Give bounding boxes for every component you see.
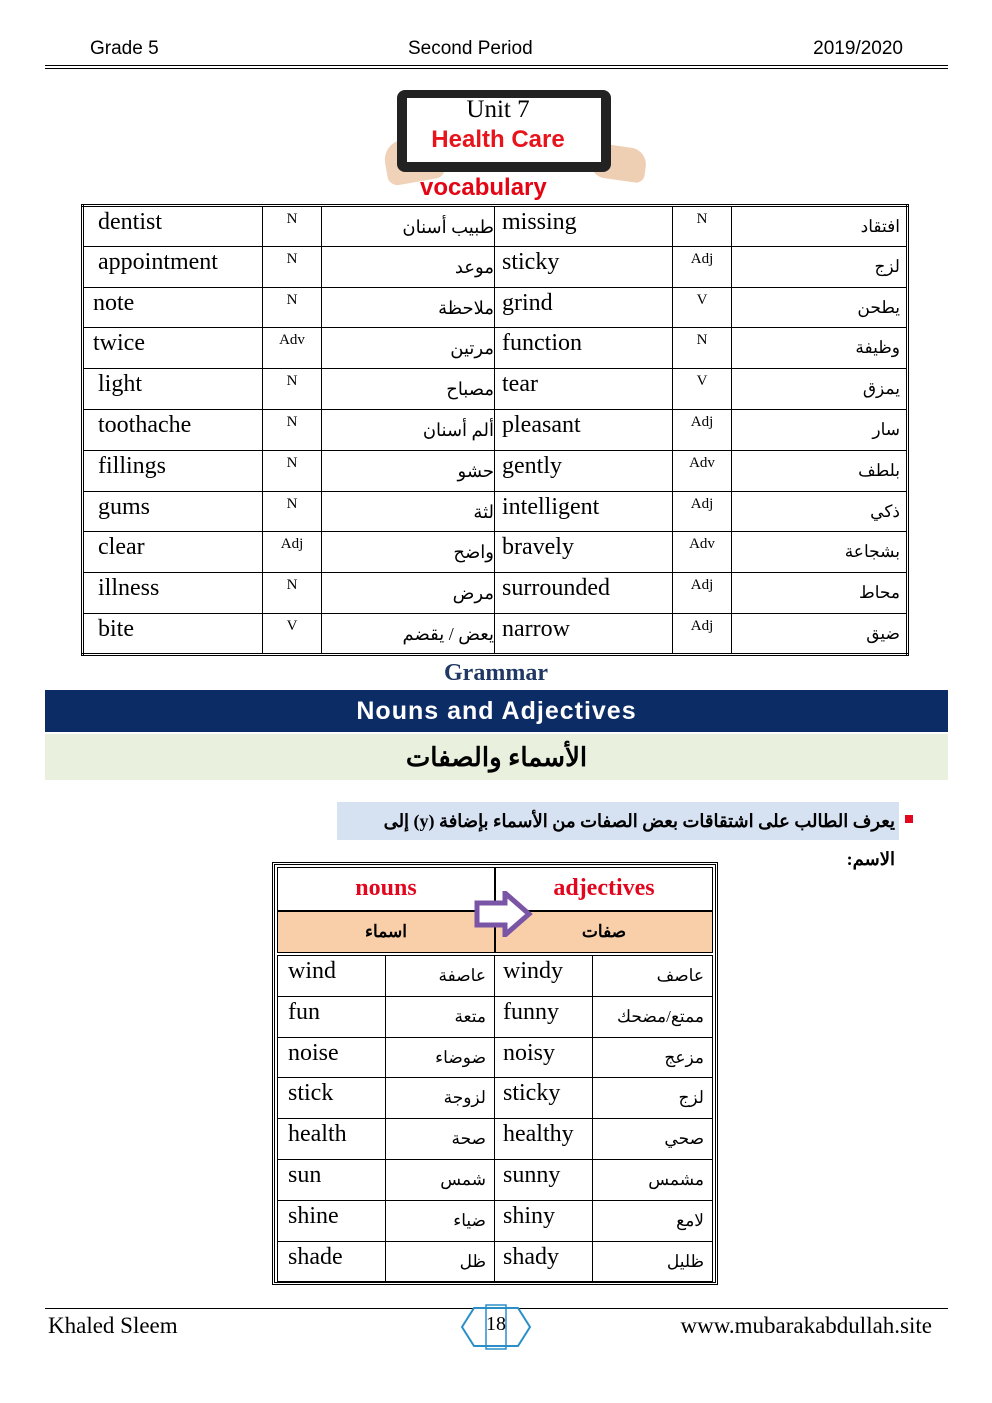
vocab-arabic-text: افتقاد — [860, 217, 900, 236]
vocab-arabic — [322, 573, 495, 614]
vocab-pos: Adv — [673, 450, 732, 491]
vocab-arabic — [732, 287, 908, 328]
vocab-pos: N — [673, 328, 732, 369]
vocab-arabic-text: بلطف — [858, 460, 900, 480]
vocabulary-heading: vocabulary — [420, 174, 547, 201]
vocab-word: intelligent — [495, 491, 673, 532]
table-row — [83, 369, 908, 410]
vocab-word: gums — [83, 491, 263, 532]
table-row — [278, 1078, 713, 1119]
vocab-arabic-text: لثة — [473, 501, 494, 522]
author-name: Khaled Sleem — [48, 1313, 178, 1338]
table-row — [83, 613, 908, 654]
noun-arabic: ظل — [386, 1241, 495, 1282]
header-nouns-arabic: اسماء — [277, 911, 495, 953]
year-label: 2019/2020 — [813, 38, 903, 59]
vocab-arabic — [322, 409, 495, 450]
vocab-pos: V — [263, 613, 322, 654]
noun-word: shade — [278, 1241, 386, 1282]
vocab-arabic — [732, 206, 908, 247]
unit-number: Unit 7 — [466, 96, 530, 123]
header-divider — [45, 65, 948, 66]
grade-label: Grade 5 — [90, 38, 159, 59]
adjective-word: sticky — [495, 1078, 593, 1119]
vocab-pos: N — [263, 409, 322, 450]
vocab-arabic — [732, 491, 908, 532]
vocab-arabic — [322, 613, 495, 654]
table-row — [83, 532, 908, 573]
vocab-word: gently — [495, 450, 673, 491]
adjective-word: shiny — [495, 1200, 593, 1241]
header-divider-double — [45, 68, 948, 69]
unit-title: Health Care — [431, 126, 565, 153]
table-row — [83, 328, 908, 369]
topic-band-english: Nouns and Adjectives — [45, 690, 948, 732]
vocab-arabic — [732, 246, 908, 287]
vocab-pos: V — [673, 369, 732, 410]
table-row — [278, 996, 713, 1037]
vocab-pos: N — [263, 369, 322, 410]
table-row — [83, 450, 908, 491]
adjective-word: funny — [495, 996, 593, 1037]
vocab-pos: Adj — [673, 573, 732, 614]
adjective-arabic: صحي — [593, 1119, 713, 1160]
vocab-pos: Adv — [263, 328, 322, 369]
table-row — [83, 409, 908, 450]
vocab-arabic-text: بشجاعة — [844, 542, 900, 562]
header-adjectives: adjectives — [495, 867, 713, 911]
vocab-arabic-text: مرتين — [450, 338, 494, 359]
noun-word: fun — [278, 996, 386, 1037]
adjective-word: healthy — [495, 1119, 593, 1160]
noun-word: shine — [278, 1200, 386, 1241]
vocab-word: sticky — [495, 246, 673, 287]
table-row — [83, 206, 908, 247]
vocab-pos: Adj — [263, 532, 322, 573]
vocab-word: narrow — [495, 613, 673, 654]
vocab-pos: Adj — [673, 491, 732, 532]
vocab-arabic — [732, 450, 908, 491]
table-row — [278, 1200, 713, 1241]
adjective-word: shady — [495, 1241, 593, 1282]
table-row — [278, 1119, 713, 1160]
vocab-arabic-text: موعد — [454, 256, 494, 277]
bullet-icon — [905, 815, 913, 823]
vocab-arabic-text: سار — [872, 419, 900, 439]
vocab-arabic-text: لزج — [874, 256, 900, 276]
page-number: 18 — [486, 1313, 506, 1335]
vocab-arabic — [322, 491, 495, 532]
vocab-arabic-text: ذكي — [870, 501, 900, 521]
website-url: www.mubarakabdullah.site — [680, 1313, 932, 1338]
vocab-arabic — [322, 450, 495, 491]
vocab-pos: Adj — [673, 409, 732, 450]
vocab-word: bravely — [495, 532, 673, 573]
vocab-word: tear — [495, 369, 673, 410]
grammar-heading: Grammar — [444, 660, 548, 686]
vocab-pos: N — [263, 246, 322, 287]
vocab-arabic-text: ضيق — [866, 623, 900, 643]
noun-word: sun — [278, 1159, 386, 1200]
topic-band-arabic: الأسماء والصفات — [45, 734, 948, 780]
vocab-word: note — [83, 287, 263, 328]
vocab-pos: N — [263, 573, 322, 614]
noun-arabic: ضوضاء — [386, 1037, 495, 1078]
period-label: Second Period — [408, 38, 533, 59]
vocab-arabic — [732, 328, 908, 369]
page-header — [45, 38, 948, 68]
noun-arabic: شمس — [386, 1159, 495, 1200]
vocab-word: bite — [83, 613, 263, 654]
vocabulary-table — [81, 204, 909, 656]
adjective-arabic: مشمس — [593, 1159, 713, 1200]
vocab-arabic-text: مصباح — [446, 379, 494, 400]
table-row — [83, 573, 908, 614]
pairs-table — [277, 955, 713, 1282]
table-row — [278, 956, 713, 997]
vocab-arabic-text: يطحن — [857, 297, 900, 317]
noun-arabic: ضياء — [386, 1200, 495, 1241]
vocab-arabic — [322, 206, 495, 247]
adjective-arabic: لامع — [593, 1200, 713, 1241]
noun-arabic: صحة — [386, 1119, 495, 1160]
table-row — [278, 1241, 713, 1282]
vocab-arabic-text: مرض — [452, 583, 494, 604]
arrow-right-icon — [473, 891, 533, 937]
noun-arabic: لزوجة — [386, 1078, 495, 1119]
vocab-pos: N — [263, 491, 322, 532]
vocab-word: pleasant — [495, 409, 673, 450]
noun-word: health — [278, 1119, 386, 1160]
vocab-arabic-text: يمزق — [862, 379, 900, 399]
vocab-word: surrounded — [495, 573, 673, 614]
grammar-note: يعرف الطالب على اشتقاقات بعض الصفات من الأسماء بإضافة (y) إلى الاسم: — [337, 802, 899, 840]
vocab-arabic-text: طبيب أسنان — [402, 217, 494, 237]
noun-word: wind — [278, 956, 386, 997]
vocab-arabic-text: ألم أسنان — [422, 419, 494, 440]
vocab-word: toothache — [83, 409, 263, 450]
table-header — [277, 867, 713, 955]
header-adjectives-arabic: صفات — [495, 911, 713, 953]
vocab-arabic — [732, 369, 908, 410]
adjective-arabic: ممتع/مضحك — [593, 996, 713, 1037]
noun-arabic: عاصفة — [386, 956, 495, 997]
vocab-arabic — [322, 328, 495, 369]
vocab-word: missing — [495, 206, 673, 247]
table-row — [278, 1037, 713, 1078]
vocab-word: grind — [495, 287, 673, 328]
adjective-word: sunny — [495, 1159, 593, 1200]
noun-arabic: متعة — [386, 996, 495, 1037]
adjective-arabic: ظليل — [593, 1241, 713, 1282]
header-nouns: nouns — [277, 867, 495, 911]
noun-word: stick — [278, 1078, 386, 1119]
vocab-pos: N — [263, 206, 322, 247]
vocab-arabic — [322, 369, 495, 410]
adjective-arabic: مزعج — [593, 1037, 713, 1078]
vocab-arabic-text: ملاحظة — [438, 297, 494, 318]
adjective-word: noisy — [495, 1037, 593, 1078]
vocab-word: twice — [83, 328, 263, 369]
adjective-arabic: لزج — [593, 1078, 713, 1119]
noun-word: noise — [278, 1037, 386, 1078]
vocab-word: appointment — [83, 246, 263, 287]
vocab-word: clear — [83, 532, 263, 573]
vocab-arabic-text: يعض / يقضم — [402, 623, 494, 644]
vocab-pos: Adv — [673, 532, 732, 573]
vocab-arabic-text: محاط — [859, 583, 900, 603]
vocab-arabic-text: وظيفة — [855, 338, 900, 358]
vocab-word: function — [495, 328, 673, 369]
vocab-pos: N — [263, 287, 322, 328]
table-row — [83, 287, 908, 328]
vocab-pos: V — [673, 287, 732, 328]
nouns-adjectives-table — [272, 862, 718, 1285]
vocab-arabic-text: حشو — [457, 460, 494, 481]
vocab-arabic — [322, 246, 495, 287]
vocab-pos: Adj — [673, 613, 732, 654]
vocab-arabic — [322, 532, 495, 573]
table-row — [278, 1159, 713, 1200]
vocab-arabic — [322, 287, 495, 328]
table-row — [83, 246, 908, 287]
vocab-arabic — [732, 573, 908, 614]
vocab-pos: Adj — [673, 246, 732, 287]
vocab-pos: N — [263, 450, 322, 491]
vocab-word: illness — [83, 573, 263, 614]
adjective-word: windy — [495, 956, 593, 997]
vocab-pos: N — [673, 206, 732, 247]
vocab-word: light — [83, 369, 263, 410]
page-number-badge — [460, 1304, 532, 1350]
vocab-arabic — [732, 409, 908, 450]
vocab-arabic-text: واضح — [453, 542, 494, 563]
unit-banner — [385, 86, 647, 186]
vocab-arabic — [732, 532, 908, 573]
table-row — [83, 491, 908, 532]
vocab-arabic — [732, 613, 908, 654]
vocab-word: dentist — [83, 206, 263, 247]
vocab-word: fillings — [83, 450, 263, 491]
adjective-arabic: عاصف — [593, 956, 713, 997]
